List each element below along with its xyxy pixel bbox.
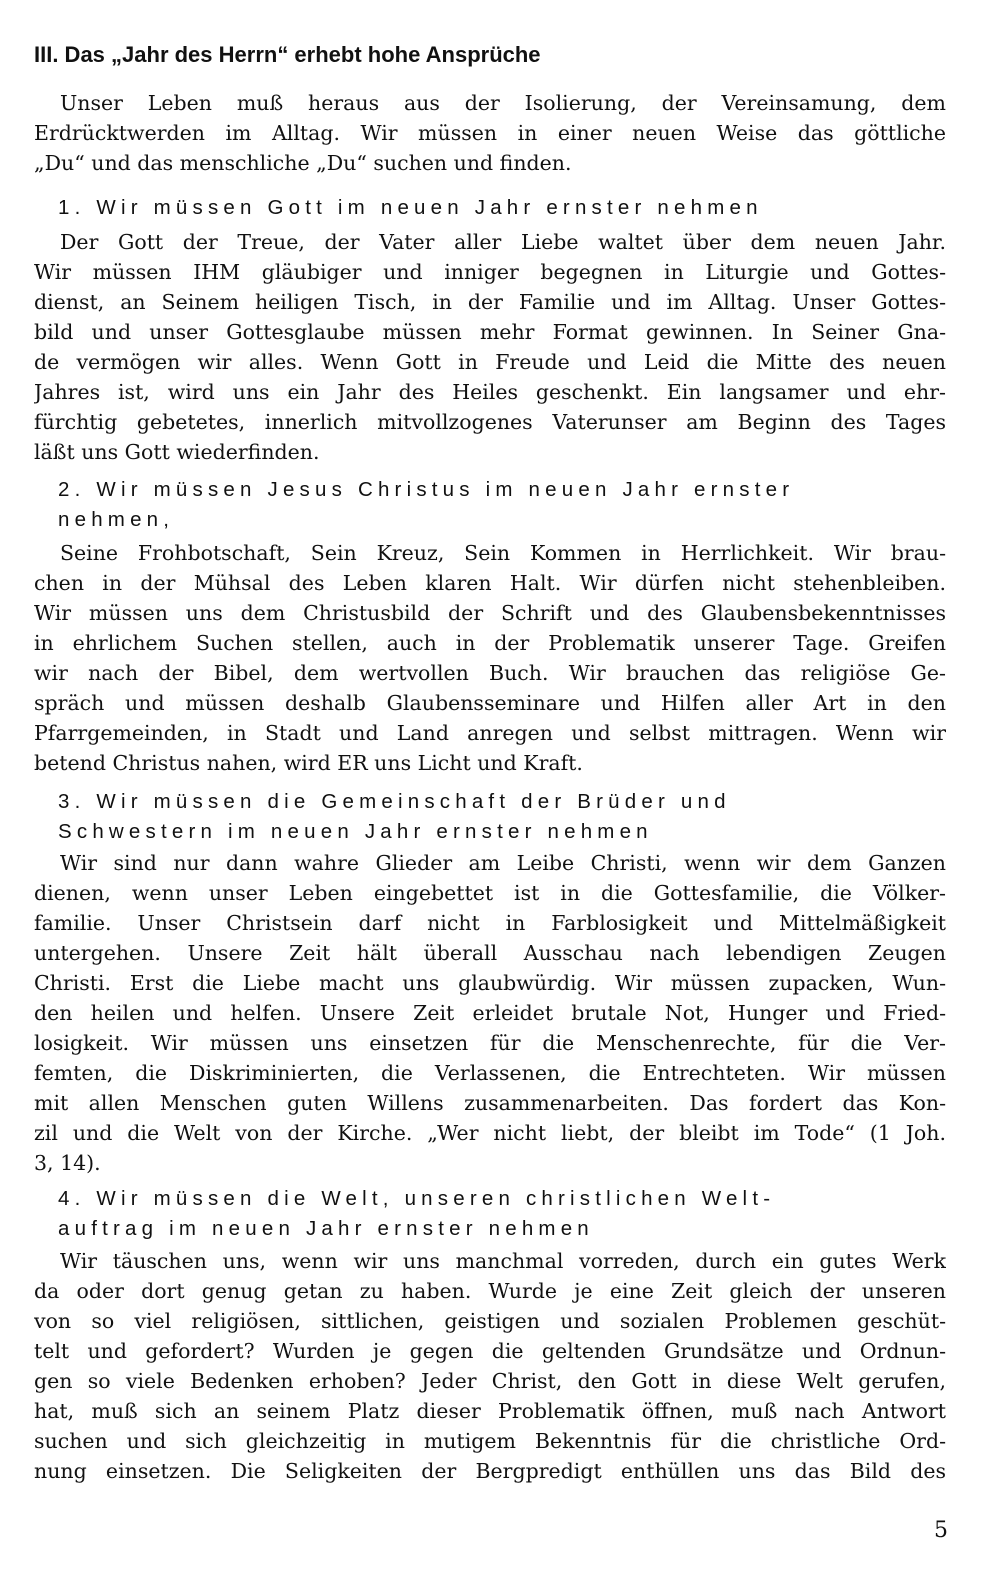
text-line: zil und die Welt von der Kirche. „Wer nicht liebt, der bleibt im Tode“ (1 Joh. (34, 1121, 946, 1145)
text-line: da oder dort genug getan zu haben. Wurde je eine Zeit gleich der unseren (34, 1279, 946, 1303)
text-line: de vermögen wir alles. Wenn Gott in Freude und Leid die Mitte des neuen (34, 350, 946, 374)
text-line: Wir müssen IHM gläubiger und inniger begegnen in Liturgie und Gottes- (34, 260, 946, 284)
text-line: läßt uns Gott wiederfinden. (34, 440, 320, 464)
text-line: mit allen Menschen guten Willens zusammenarbeiten. Das fordert das Kon- (34, 1091, 946, 1115)
text-line: in ehrlichem Suchen stellen, auch in der Problematik unserer Tage. Greifen (34, 631, 946, 655)
chapter-heading: III. Das „Jahr des Herrn“ erhebt hohe Ansprüche (34, 42, 541, 67)
text-line: gen so viele Bedenken erhoben? Jeder Christ, den Gott in diese Welt gerufen, (34, 1369, 946, 1393)
section-title-line: 3. Wir müssen die Gemeinschaft der Brüder und (58, 790, 731, 813)
text-line: Seine Frohbotschaft, Sein Kreuz, Sein Kommen in Herrlichkeit. Wir brau- (60, 541, 946, 565)
text-line: „Du“ und das menschliche „Du“ suchen und finden. (34, 151, 572, 175)
page-number: 5 (934, 1518, 948, 1543)
text-line: Wir müssen uns dem Christusbild der Schrift und des Glaubensbekenntnisses (34, 601, 946, 625)
text-line: telt und gefordert? Wurden je gegen die geltenden Grundsätze und Ordnun- (34, 1339, 946, 1363)
text-line: hat, muß sich an seinem Platz dieser Problematik öffnen, muß nach Antwort (34, 1399, 946, 1423)
section-2-title (58, 475, 948, 535)
section-1-title (58, 193, 948, 223)
text-line: chen in der Mühsal des Leben klaren Halt. Wir dürfen nicht stehenbleiben. (34, 571, 946, 595)
text-line: Wir sind nur dann wahre Glieder am Leibe Christi, wenn wir dem Ganzen (60, 851, 946, 875)
text-line: 3, 14). (34, 1151, 101, 1175)
text-line: Unser Leben muß heraus aus der Isolierung, der Vereinsamung, dem (60, 91, 946, 115)
text-line: Erdrücktwerden im Alltag. Wir müssen in einer neuen Weise das göttliche (34, 121, 946, 145)
text-line: Der Gott der Treue, der Vater aller Liebe waltet über dem neuen Jahr. (60, 230, 946, 254)
text-line: familie. Unser Christsein darf nicht in Farblosigkeit und Mittelmäßigkeit (34, 911, 946, 935)
text-line: nung einsetzen. Die Seligkeiten der Bergpredigt enthüllen uns das Bild des (34, 1459, 946, 1483)
text-line: wir nach der Bibel, dem wertvollen Buch. Wir brauchen das religiöse Ge- (34, 661, 946, 685)
section-4-body (34, 1246, 946, 1486)
section-title-line: Schwestern im neuen Jahr ernster nehmen (58, 820, 653, 843)
section-2-body (34, 538, 946, 778)
section-1-body (34, 227, 946, 467)
text-line: Wir täuschen uns, wenn wir uns manchmal vorreden, durch ein gutes Werk (60, 1249, 946, 1273)
text-line: dienen, wenn unser Leben eingebettet ist in die Gottesfamilie, die Völker- (34, 881, 946, 905)
text-line: Pfarrgemeinden, in Stadt und Land anregen und selbst mittragen. Wenn wir (34, 721, 946, 745)
text-line: den heilen und helfen. Unsere Zeit erleidet brutale Not, Hunger und Fried- (34, 1001, 946, 1025)
text-line: losigkeit. Wir müssen uns einsetzen für die Menschenrechte, für die Ver- (34, 1031, 946, 1055)
text-line: bild und unser Gottesglaube müssen mehr Format gewinnen. In Seiner Gna- (34, 320, 946, 344)
text-line: dienst, an Seinem heiligen Tisch, in der Familie und im Alltag. Unser Gottes- (34, 290, 946, 314)
section-4-title (58, 1184, 948, 1244)
section-3-title (58, 787, 948, 847)
section-title-line: 1. Wir müssen Gott im neuen Jahr ernster nehmen (58, 196, 763, 219)
intro-paragraph (34, 88, 946, 178)
text-line: betend Christus nahen, wird ER uns Licht und Kraft. (34, 751, 583, 775)
text-line: Jahres ist, wird uns ein Jahr des Heiles geschenkt. Ein langsamer und ehr- (34, 380, 946, 404)
text-line: suchen und sich gleichzeitig in mutigem Bekenntnis für die christliche Ord- (34, 1429, 946, 1453)
text-line: fürchtig gebetetes, innerlich mitvollzogenes Vaterunser am Beginn des Tages (34, 410, 946, 434)
text-line: untergehen. Unsere Zeit hält überall Ausschau nach lebendigen Zeugen (34, 941, 946, 965)
text-line: von so viel religiösen, sittlichen, geistigen und sozialen Problemen geschüt- (34, 1309, 946, 1333)
section-title-line: 4. Wir müssen die Welt, unseren christlichen Welt- (58, 1187, 776, 1210)
section-3-body (34, 848, 946, 1178)
section-title-line: 2. Wir müssen Jesus Christus im neuen Jahr ernster (58, 478, 795, 501)
text-line: Christi. Erst die Liebe macht uns glaubwürdig. Wir müssen zupacken, Wun- (34, 971, 946, 995)
text-line: spräch und müssen deshalb Glaubensseminare und Hilfen aller Art in den (34, 691, 946, 715)
section-title-line: auftrag im neuen Jahr ernster nehmen (58, 1217, 594, 1240)
section-title-line: nehmen, (58, 508, 175, 531)
text-line: femten, die Diskriminierten, die Verlassenen, die Entrechteten. Wir müssen (34, 1061, 946, 1085)
